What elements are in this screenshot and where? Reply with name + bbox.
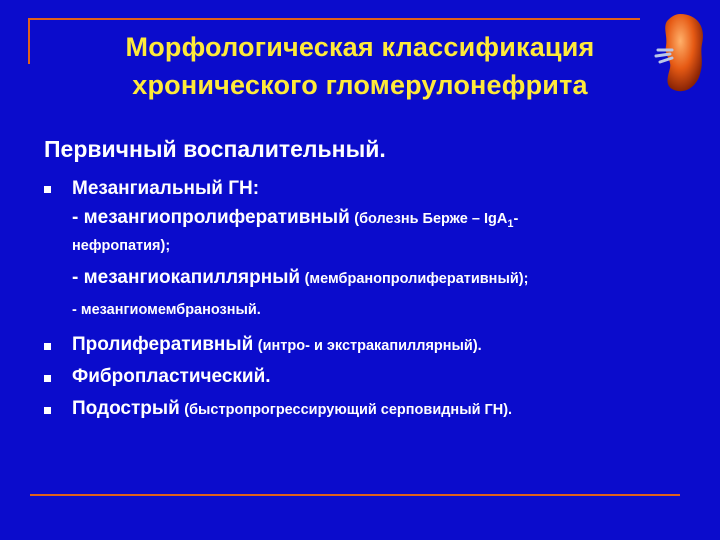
item-subacute-note: (быстропрогрессирующий серповидный ГН).: [184, 402, 513, 418]
item-mesangiocap-note: (мембранопролиферативный);: [304, 271, 529, 287]
frame-top-line: [28, 18, 640, 20]
title-line-2: хронического гломерулонефрита: [132, 70, 588, 100]
item-fibro: Фибропластический.: [72, 366, 271, 387]
bullet-icon: [44, 407, 51, 414]
item-mesangioprolif-note-a: (болезнь Берже – IgA: [354, 211, 508, 227]
item-mesangiocap-line: [72, 267, 528, 289]
item-mesangioprolif-note-b: -: [513, 211, 519, 227]
item-subacute-line: [72, 398, 512, 420]
slide-title: [40, 28, 680, 104]
item-subacute: Подострый: [72, 398, 180, 419]
item-mesangioprolif-line: [72, 207, 518, 230]
item-prolif: Пролиферативный: [72, 334, 254, 355]
item-mesangial: Мезангиальный ГН:: [72, 178, 260, 199]
item-prolif-note: (интро- и экстракапиллярный).: [257, 338, 482, 354]
bullet-icon: [44, 375, 51, 382]
item-mesangiomembr: - мезангиомембранозный.: [72, 302, 261, 318]
frame-left-line: [28, 18, 30, 64]
item-mesangioprolif: - мезангиопролиферативный: [72, 207, 350, 228]
kidney-icon: [650, 10, 708, 96]
section-heading: Первичный воспалительный.: [44, 136, 386, 162]
item-mesangiocap: - мезангиокапиллярный: [72, 267, 301, 288]
title-line-1: Морфологическая классификация: [125, 32, 595, 62]
bottom-divider: [30, 494, 680, 496]
item-mesangioprolif-note-sub: 1: [507, 218, 514, 231]
bullet-icon: [44, 186, 51, 193]
bullet-icon: [44, 343, 51, 350]
item-prolif-line: [72, 334, 482, 356]
item-nephropathy: нефропатия);: [72, 238, 171, 254]
